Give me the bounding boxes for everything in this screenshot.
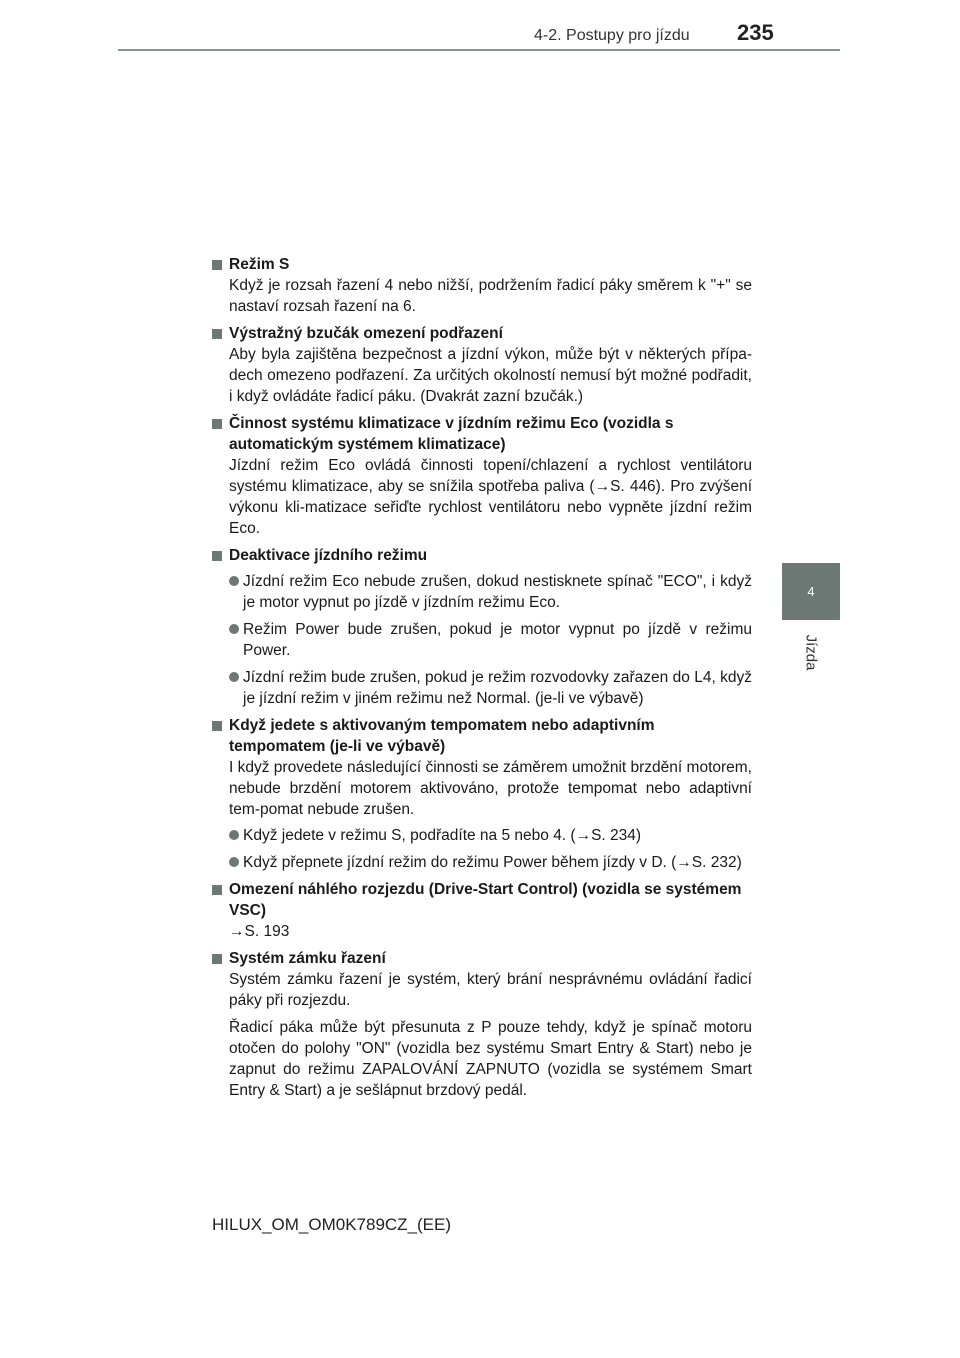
note-section-title-text: Systém zámku řazení	[229, 950, 386, 967]
note-paragraph: I když provedete následující činnosti se záměrem umožnit brzdění motorem, nebude brzdění motorem aktivováno, protože tempomat nebo adaptivní tem-pomat nebude zrušen.	[229, 759, 752, 818]
page-number: 235	[737, 20, 774, 45]
note-paragraph: Systém zámku řazení je systém, který brání nesprávnému ovládání řadicí páky při rozjezdu.	[229, 971, 752, 1009]
bullet-list	[212, 825, 752, 873]
round-bullet-icon	[229, 857, 239, 867]
list-item	[229, 571, 752, 613]
note-section-title-text: Omezení náhlého rozjezdu (Drive-Start Control) (vozidla se systémem VSC)	[229, 881, 742, 919]
note-section-title-text: Když jedete s aktivovaným tempomatem nebo adaptivním tempomatem (je-li ve výbavě)	[229, 717, 655, 755]
note-paragraph: →S. 193	[229, 923, 290, 940]
square-bullet-icon	[212, 329, 222, 339]
chapter-label-text: Jízda	[802, 634, 820, 670]
note-section	[212, 413, 752, 539]
note-section-title	[212, 879, 752, 921]
note-section-title	[212, 715, 752, 757]
note-section-title-text: Deaktivace jízdního režimu	[229, 547, 428, 564]
note-section-title	[212, 948, 752, 969]
note-section	[212, 254, 752, 317]
round-bullet-icon	[229, 672, 239, 682]
list-item-text: Když přepnete jízdní režim do režimu Power během jízdy v D. (→S. 232)	[243, 854, 742, 871]
list-item	[229, 852, 752, 873]
note-section-title-text: Výstražný bzučák omezení podřazení	[229, 325, 503, 342]
note-section-title-text: Činnost systému klimatizace v jízdním režimu Eco (vozidla s automatickým systémem klimatizace)	[229, 415, 674, 453]
note-section	[212, 879, 752, 942]
square-bullet-icon	[212, 954, 222, 964]
header-divider	[118, 49, 840, 51]
square-bullet-icon	[212, 721, 222, 731]
section-heading: 4-2. Postupy pro jízdu	[534, 27, 690, 44]
note-section-title	[212, 413, 752, 455]
list-item-text: Jízdní režim Eco nebude zrušen, dokud nestisknete spínač "ECO", i když je motor vypnut po jízdě v jízdním režimu Eco.	[243, 573, 752, 611]
document-code: HILUX_OM_OM0K789CZ_(EE)	[212, 1215, 452, 1234]
round-bullet-icon	[229, 576, 239, 586]
square-bullet-icon	[212, 551, 222, 561]
chapter-tab	[782, 563, 840, 620]
chapter-label	[788, 632, 834, 672]
note-section-title	[212, 323, 752, 344]
note-section-title-text: Režim S	[229, 256, 290, 273]
note-paragraph: Aby byla zajištěna bezpečnost a jízdní výkon, může být v některých přípa-dech omezeno podřazení. Za určitých okolností nemusí být možné podřadit, i když ovládáte řadicí páku. (Dvakrát zazní bzučák.)	[229, 346, 752, 405]
note-section-title	[212, 254, 752, 275]
list-item	[229, 825, 752, 846]
list-item-text: Jízdní režim bude zrušen, pokud je režim rozvodovky zařazen do L4, když je jízdní režim v jiném režimu než Normal. (je-li ve výbavě)	[243, 669, 752, 707]
round-bullet-icon	[229, 624, 239, 634]
note-section	[212, 545, 752, 709]
list-item	[229, 667, 752, 709]
bullet-list	[212, 571, 752, 709]
list-item-text: Když jedete v režimu S, podřadíte na 5 nebo 4. (→S. 234)	[243, 827, 642, 844]
note-section	[212, 715, 752, 873]
round-bullet-icon	[229, 830, 239, 840]
note-section	[212, 948, 752, 1101]
square-bullet-icon	[212, 260, 222, 270]
main-content	[212, 254, 752, 1101]
square-bullet-icon	[212, 419, 222, 429]
list-item	[229, 619, 752, 661]
note-paragraph: Řadicí páka může být přesunuta z P pouze tehdy, když je spínač motoru otočen do polohy "ON" (vozidla bez systému Smart Entry & Start) nebo je zapnut do režimu ZAPALOVÁNÍ ZAPNUTO (vozidla se systémem Smart Entry & Start) a je sešlápnut brzdový pedál.	[229, 1019, 752, 1099]
note-paragraph: Jízdní režim Eco ovládá činnosti topení/chlazení a rychlost ventilátoru systému klimatizace, aby se snížila spotřeba paliva (→S. 446). Pro zvýšení výkonu kli-matizace seřiďte rychlost ventilátoru nebo vypněte jízdní režim Eco.	[229, 457, 752, 537]
note-section	[212, 323, 752, 407]
list-item-text: Režim Power bude zrušen, pokud je motor vypnut po jízdě v režimu Power.	[243, 621, 752, 659]
square-bullet-icon	[212, 885, 222, 895]
chapter-tab-number: 4	[807, 584, 815, 599]
note-section-title	[212, 545, 752, 566]
note-paragraph: Když je rozsah řazení 4 nebo nižší, podržením řadicí páky směrem k "+" se nastaví rozsah řazení na 6.	[229, 277, 752, 315]
